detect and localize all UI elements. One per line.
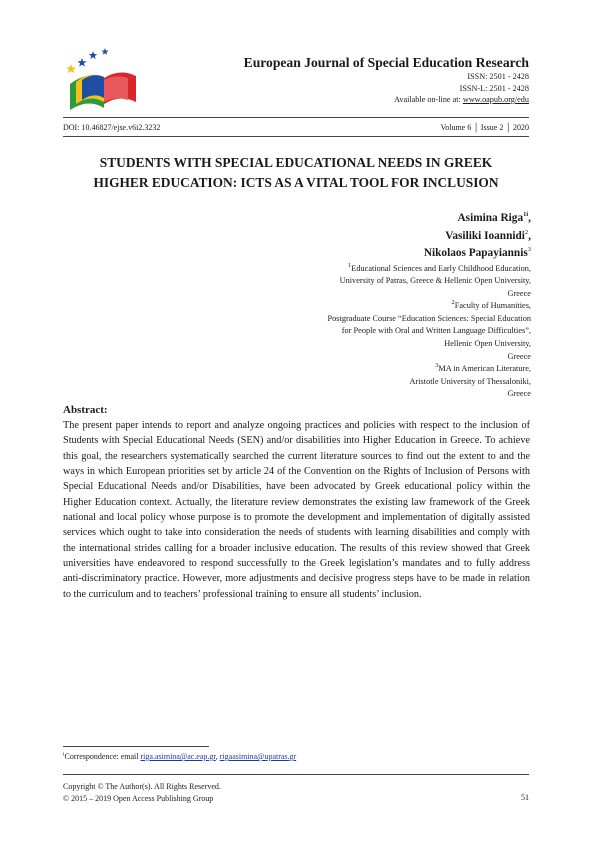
email-link-1[interactable]: riga.asimina@ac.eap.gr bbox=[140, 752, 216, 761]
page-number: 51 bbox=[521, 793, 529, 802]
affiliation-3-line-1: MA in American Literature, bbox=[438, 364, 531, 374]
header-rule-bottom bbox=[63, 136, 529, 137]
abstract-body: The present paper intends to report and analyze ongoing practices and policies with respect to the inclusion of Students with Special Educational Needs (SEN) and/or disabilities into Higher Education in Greece. To achieve this goal, the researchers systematically searched the current literature sources to find out the extent to and the ways in which European priorities set by article 24 of the Convention on the Rights of Inclusion of Persons with Special Educational Needs and/or Disabilities, have been advocated by Greek educational policy within the Higher Education context. Actually, the literature review demonstrates the existing law framework of the Greek national and local policy whose purpose is to promote the development and implementation of digitally assisted services which ought to take into consideration the needs of students with learning disabilities and comply with the international strides calling for a broader inclusive education. The results of this review showed that Greek universities have endeavored to respond successfully to the Greek legislation’s mandates and to fully address anti-discriminatory practice. However, more adjustments and decisive progress steps have to be made in relation to the curriculum and to teachers’ professional training to ensure all students’ inclusion. bbox=[63, 420, 530, 600]
paper-title-line-2: HIGHER EDUCATION: ICTS AS A VITAL TOOL FOR INCLUSION bbox=[93, 174, 499, 190]
affiliation-2-line-4: Hellenic Open University, bbox=[444, 339, 531, 349]
affiliation-2-sup: 2 bbox=[451, 299, 455, 307]
journal-url-link[interactable]: www.oapub.org/edu bbox=[462, 95, 529, 104]
doi-bar bbox=[63, 123, 529, 133]
affiliation-3-line-3: Greece bbox=[507, 389, 531, 399]
paper-title bbox=[63, 153, 529, 192]
copyright-text: Copyright © The Author(s). All Rights Reserved. bbox=[63, 782, 221, 791]
affiliation-3-sup: 3 bbox=[435, 362, 439, 370]
affiliation-1-line-1: Educational Sciences and Early Childhood Education, bbox=[351, 263, 531, 273]
footnote-marker: i bbox=[63, 751, 65, 758]
affiliation-1-line-3: Greece bbox=[507, 288, 531, 298]
affiliation-2-line-1: Faculty of Humanities, bbox=[454, 301, 531, 311]
availability-label: Available on-line at: bbox=[394, 95, 463, 104]
journal-header bbox=[149, 55, 529, 106]
author-2-sup: 2 bbox=[524, 228, 529, 236]
author-2-name: Vasiliki Ioannidi bbox=[445, 229, 525, 242]
volume-issue-text: Volume 6 │ Issue 2 │ 2020 bbox=[440, 123, 529, 132]
footnote-label: Correspondence: email bbox=[64, 752, 141, 761]
doi-text: DOI: 10.46827/ejse.v6i2.3232 bbox=[63, 123, 161, 132]
journal-issn: ISSN: 2501 - 2428 bbox=[467, 72, 529, 81]
publisher-text: © 2015 – 2019 Open Access Publishing Group bbox=[63, 794, 214, 803]
journal-title: European Journal of Special Education Research bbox=[243, 55, 529, 70]
journal-availability bbox=[149, 94, 529, 106]
author-2 bbox=[111, 228, 531, 246]
author-1-suffix: , bbox=[528, 212, 531, 224]
affiliation-3-line-2: Aristotle University of Thessaloniki, bbox=[409, 376, 531, 386]
affiliation-1-sup: 1 bbox=[348, 261, 352, 269]
affiliation-3 bbox=[111, 363, 531, 401]
author-2-suffix: , bbox=[528, 229, 531, 242]
email-link-2[interactable]: rigaasimina@upatras.gr bbox=[219, 752, 297, 761]
affiliation-2-line-3: for People with Oral and Written Language Difficulties”, bbox=[341, 326, 531, 336]
affiliation-2-line-2: Postgraduate Course “Education Sciences: Special Education bbox=[327, 313, 531, 323]
abstract-heading: Abstract: bbox=[63, 404, 108, 416]
affiliation-2 bbox=[111, 300, 531, 363]
header-rule-top bbox=[63, 117, 529, 118]
affiliation-1-line-2: University of Patras, Greece & Hellenic Open University, bbox=[339, 276, 531, 286]
author-3-name: Nikolaos Papayiannis bbox=[423, 247, 528, 259]
author-1-name: Asimina Riga bbox=[457, 212, 524, 224]
journal-issn-l: ISSN-L: 2501 - 2428 bbox=[459, 83, 529, 93]
author-3-sup: 3 bbox=[527, 246, 531, 254]
author-3 bbox=[111, 245, 531, 263]
footnote-separator: , bbox=[215, 752, 220, 761]
footnote-rule bbox=[63, 746, 209, 747]
affiliation-1 bbox=[111, 263, 531, 301]
affiliation-2-line-5: Greece bbox=[507, 351, 531, 361]
footnote bbox=[63, 752, 296, 762]
footer-rule bbox=[63, 774, 529, 775]
page-footer bbox=[63, 781, 529, 805]
author-block bbox=[111, 210, 531, 401]
paper-title-line-1: STUDENTS WITH SPECIAL EDUCATIONAL NEEDS IN GREEK bbox=[99, 155, 493, 170]
author-1-sup: 1i bbox=[523, 211, 529, 219]
journal-logo-icon bbox=[60, 44, 140, 112]
author-1 bbox=[111, 210, 531, 228]
